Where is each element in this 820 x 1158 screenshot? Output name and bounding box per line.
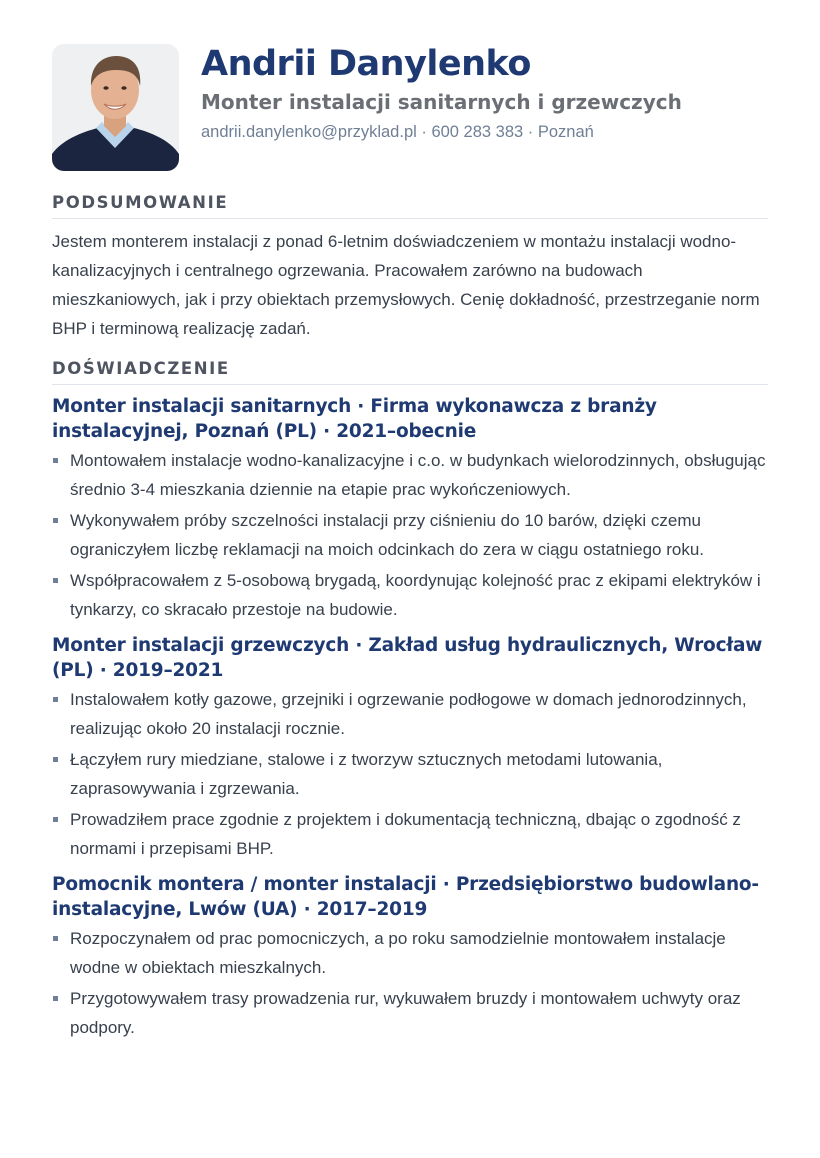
candidate-title: Monter instalacji sanitarnych i grzewczych	[201, 90, 682, 114]
job-bullets	[52, 924, 768, 1042]
candidate-name: Andrii Danylenko	[201, 44, 531, 84]
job-bullets	[52, 685, 768, 863]
profile-photo	[52, 44, 179, 171]
list-item: Przygotowywałem trasy prowadzenia rur, wykuwałem bruzdy i montowałem uchwyty oraz podpory.	[52, 984, 768, 1042]
summary-heading: PODSUMOWANIE	[52, 192, 768, 219]
list-item: Prowadziłem prace zgodnie z projektem i dokumentacją techniczną, dbając o zgodność z normami i przepisami BHP.	[52, 805, 768, 863]
list-item: Instalowałem kotły gazowe, grzejniki i ogrzewanie podłogowe w domach jednorodzinnych, realizując około 20 instalacji rocznie.	[52, 685, 768, 743]
list-item: Łączyłem rury miedziane, stalowe i z tworzyw sztucznych metodami lutowania, zaprasowywania i zgrzewania.	[52, 745, 768, 803]
summary-section	[52, 192, 768, 343]
resume-header	[52, 44, 768, 174]
header-text	[201, 44, 682, 143]
list-item: Wykonywałem próby szczelności instalacji przy ciśnieniu do 10 barów, dzięki czemu ograniczyłem liczbę reklamacji na moich odcinkach do zera w ciągu ostatniego roku.	[52, 506, 768, 564]
job-title: Monter instalacji sanitarnych · Firma wykonawcza z branży instalacyjnej, Poznań (PL) · 2021–obecnie	[52, 396, 657, 442]
summary-text: Jestem monterem instalacji z ponad 6-letnim doświadczeniem w montażu instalacji wodno-kanalizacyjnych i centralnego ogrzewania. Pracowałem zarówno na budowach mieszkaniowych, jak i przy obiektach przemysłowych. Cenię dokładność, przestrzeganie norm BHP i terminową realizację zadań.	[52, 232, 760, 338]
job-title: Monter instalacji grzewczych · Zakład usług hydraulicznych, Wrocław (PL) · 2019–2021	[52, 635, 763, 681]
list-item: Montowałem instalacje wodno-kanalizacyjne i c.o. w budynkach wielorodzinnych, obsługując średnio 3-4 mieszkania dziennie na etapie prac wykończeniowych.	[52, 446, 768, 504]
job-title: Pomocnik montera / monter instalacji · Przedsiębiorstwo budowlano-instalacyjne, Lwów (UA) · 2017–2019	[52, 874, 759, 920]
job-entry	[52, 394, 768, 624]
job-entry	[52, 633, 768, 863]
experience-section	[52, 358, 768, 1042]
job-bullets	[52, 446, 768, 624]
list-item: Rozpoczynałem od prac pomocniczych, a po roku samodzielnie montowałem instalacje wodne w obiektach mieszkalnych.	[52, 924, 768, 982]
experience-heading: DOŚWIADCZENIE	[52, 358, 768, 385]
contact-line: andrii.danylenko@przyklad.pl · 600 283 383 · Poznań	[201, 123, 594, 141]
job-entry	[52, 872, 768, 1042]
list-item: Współpracowałem z 5-osobową brygadą, koordynując kolejność prac z ekipami elektryków i tynkarzy, co skracało przestoje na budowie.	[52, 566, 768, 624]
